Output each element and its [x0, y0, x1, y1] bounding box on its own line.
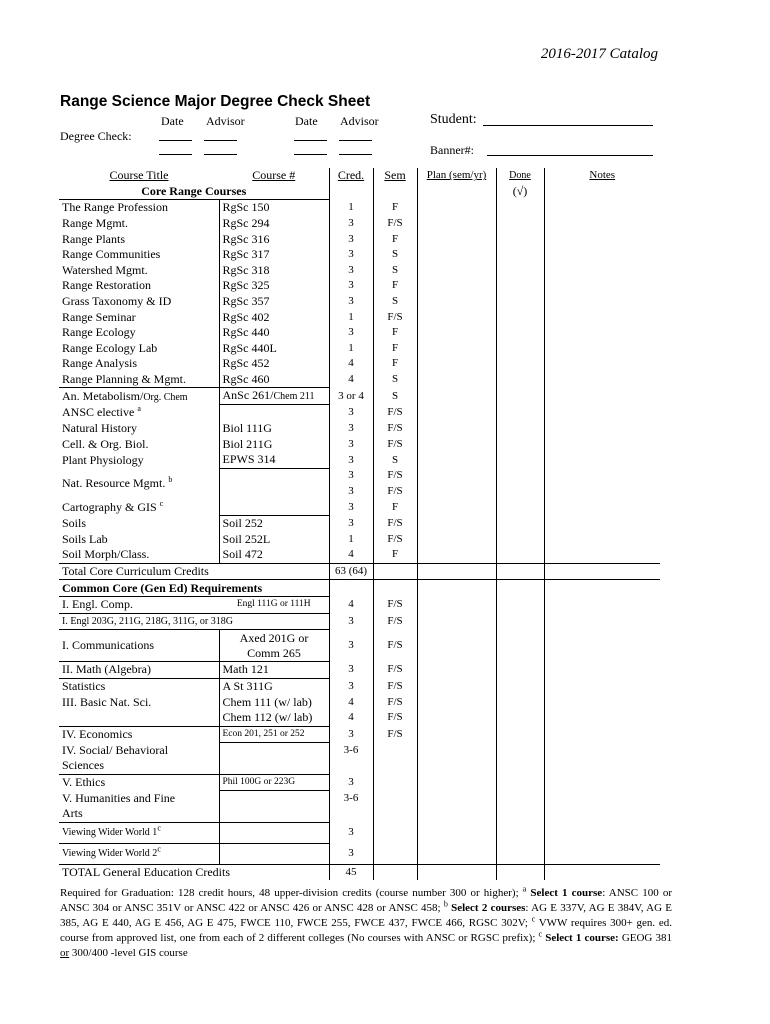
course-num: Chem 111 (w/ lab)	[219, 694, 329, 710]
done-cell[interactable]	[496, 694, 544, 710]
plan-cell[interactable]	[417, 200, 496, 216]
semester: F	[373, 325, 417, 341]
credits: 1	[329, 309, 373, 325]
credits: 3	[329, 726, 373, 743]
credits: 3	[329, 405, 373, 421]
notes-cell[interactable]	[544, 231, 660, 247]
credits: 3	[329, 630, 373, 662]
plan-cell[interactable]	[417, 278, 496, 294]
credits: 4	[329, 694, 373, 710]
done-cell[interactable]	[496, 437, 544, 453]
course-num: RgSc 325	[219, 278, 329, 294]
credits: 3	[329, 822, 373, 843]
course-title: Grass Taxonomy & ID	[62, 294, 172, 309]
semester: S	[373, 388, 417, 405]
plan-cell[interactable]	[417, 743, 496, 775]
plan-cell[interactable]	[417, 596, 496, 613]
plan-cell[interactable]	[417, 710, 496, 726]
course-title: Range Planning & Mgmt.	[62, 372, 186, 387]
notes-cell[interactable]	[544, 662, 660, 679]
plan-cell[interactable]	[417, 356, 496, 372]
course-num: RgSc 460	[219, 372, 329, 388]
credits: 3	[329, 263, 373, 279]
credits: 4	[329, 356, 373, 372]
course-num: Math 121	[219, 662, 329, 679]
col-notes: Notes	[544, 168, 660, 184]
plan-cell[interactable]	[417, 774, 496, 791]
course-title: V. Ethics	[59, 774, 219, 791]
total-gen-ed-credits: 45	[329, 864, 373, 880]
course-title: II. Math (Algebra)	[59, 662, 219, 679]
course-title: V. Humanities and Fine Arts	[62, 791, 176, 821]
done-cell[interactable]	[496, 231, 544, 247]
gen-ed-heading: Common Core (Gen Ed) Requirements	[59, 580, 329, 597]
total-core-credits: 63 (64)	[329, 563, 373, 580]
core-range-heading: Core Range Courses	[141, 183, 247, 198]
notes-cell[interactable]	[544, 613, 660, 630]
notes-cell[interactable]	[544, 263, 660, 279]
done-cell[interactable]	[496, 325, 544, 341]
done-cell[interactable]	[496, 515, 544, 531]
credits: 3	[329, 421, 373, 437]
credits: 1	[329, 532, 373, 548]
catalog-year: 2016-2017 Catalog	[540, 46, 658, 62]
done-cell[interactable]	[496, 405, 544, 421]
course-title: Range Plants	[62, 231, 125, 246]
semester: F	[373, 278, 417, 294]
course-num: RgSc 440	[219, 325, 329, 341]
date-label-2: Date	[295, 114, 318, 128]
notes-cell[interactable]	[544, 388, 660, 405]
plan-cell[interactable]	[417, 515, 496, 531]
semester: F/S	[373, 309, 417, 325]
done-cell[interactable]	[496, 484, 544, 500]
date-line-2a[interactable]	[294, 140, 327, 141]
notes-cell[interactable]	[544, 822, 660, 843]
advisor-line-2a[interactable]	[339, 140, 372, 141]
course-title: An. Metabolism/Org. Chem	[59, 388, 219, 405]
semester: F/S	[373, 662, 417, 679]
plan-cell[interactable]	[417, 294, 496, 310]
plan-cell[interactable]	[417, 499, 496, 515]
plan-cell[interactable]	[417, 726, 496, 743]
table-row	[59, 200, 660, 216]
notes-cell[interactable]	[544, 774, 660, 791]
advisor-line-1a[interactable]	[204, 140, 237, 141]
plan-cell[interactable]	[417, 678, 496, 694]
table-row	[59, 216, 660, 232]
semester: F/S	[373, 515, 417, 531]
plan-cell[interactable]	[417, 843, 496, 864]
col-cred: Cred.	[329, 168, 373, 184]
semester: F/S	[373, 596, 417, 613]
date-line-1a[interactable]	[159, 140, 192, 141]
course-title: Range Mgmt.	[62, 216, 128, 231]
course-title: The Range Profession	[59, 200, 219, 216]
course-num: RgSc 150	[219, 200, 329, 216]
done-cell[interactable]	[496, 499, 544, 515]
course-title: Statistics	[59, 678, 219, 694]
course-title: Range Restoration	[62, 278, 151, 293]
notes-cell[interactable]	[544, 437, 660, 453]
credits: 3	[329, 247, 373, 263]
course-title: Viewing Wider World 2$^c$	[59, 843, 219, 864]
course-num: Econ 201, 251 or 252	[219, 726, 329, 743]
plan-cell[interactable]	[417, 662, 496, 679]
course-num: RgSc 318	[219, 263, 329, 279]
course-num: AnSc 261/Chem 211	[219, 388, 329, 405]
course-num: Soil 252	[219, 515, 329, 531]
course-title: I. Engl. Comp.	[59, 596, 219, 613]
course-title: Soils Lab	[62, 531, 108, 546]
course-title: Nat. Resource Mgmt. $^b$	[62, 475, 173, 491]
done-cell[interactable]	[496, 630, 544, 662]
advisor-label-2: Advisor	[340, 114, 379, 128]
semester: S	[373, 452, 417, 468]
semester: F	[373, 547, 417, 563]
advisor-label-1: Advisor	[206, 114, 245, 128]
semester: F/S	[373, 421, 417, 437]
credits: 3	[329, 678, 373, 694]
course-title: Range Communities	[62, 247, 161, 262]
semester: F	[373, 341, 417, 357]
plan-cell[interactable]	[417, 388, 496, 405]
course-title: Range Ecology	[62, 325, 136, 340]
course-title: Cartography & GIS $^c$	[62, 499, 164, 514]
col-plan: Plan (sem/yr)	[426, 169, 487, 182]
table-row	[59, 263, 660, 279]
notes-cell[interactable]	[544, 596, 660, 613]
credits: 3	[329, 452, 373, 468]
semester: F/S	[373, 532, 417, 548]
date-label-1: Date	[161, 114, 184, 128]
advisor-line-2b[interactable]	[339, 154, 372, 155]
plan-cell[interactable]	[417, 547, 496, 563]
course-title: III. Basic Nat. Sci.	[62, 694, 152, 709]
course-title: IV. Economics	[59, 726, 219, 743]
plan-cell[interactable]	[417, 309, 496, 325]
plan-cell[interactable]	[417, 437, 496, 453]
notes-cell[interactable]	[544, 372, 660, 388]
table-row	[59, 341, 660, 357]
course-num: Phil 100G or 223G	[219, 774, 329, 791]
date-line-2b[interactable]	[294, 154, 327, 155]
course-title: Cell. & Org. Biol.	[62, 436, 149, 451]
col-course-title: Course Title	[109, 168, 169, 183]
done-cell[interactable]	[496, 791, 544, 823]
semester: F	[373, 231, 417, 247]
semester: S	[373, 247, 417, 263]
semester: F/S	[373, 437, 417, 453]
course-title: IV. Social/ Behavioral Sciences	[62, 743, 169, 773]
course-title: Watershed Mgmt.	[62, 262, 148, 277]
plan-cell[interactable]	[417, 421, 496, 437]
done-cell[interactable]	[496, 247, 544, 263]
table-row	[59, 231, 660, 247]
credits: 3-6	[329, 791, 373, 823]
advisor-line-1b[interactable]	[204, 154, 237, 155]
semester: F	[373, 200, 417, 216]
semester: F/S	[373, 484, 417, 500]
student-label: Student:	[430, 112, 477, 127]
student-field[interactable]	[483, 125, 653, 126]
notes-cell[interactable]	[544, 294, 660, 310]
plan-cell[interactable]	[417, 325, 496, 341]
semester: F/S	[373, 216, 417, 232]
course-num: RgSc 402	[219, 309, 329, 325]
table-row	[59, 309, 660, 325]
notes-cell[interactable]	[544, 532, 660, 548]
done-cell[interactable]	[496, 200, 544, 216]
table-row	[59, 325, 660, 341]
plan-cell[interactable]	[417, 216, 496, 232]
plan-cell[interactable]	[417, 405, 496, 421]
course-title: Range Seminar	[62, 309, 136, 324]
plan-cell[interactable]	[417, 613, 496, 630]
banner-field[interactable]	[487, 155, 653, 156]
notes-cell[interactable]	[544, 791, 660, 823]
done-cell[interactable]	[496, 294, 544, 310]
semester: S	[373, 372, 417, 388]
credits: 3	[329, 468, 373, 484]
notes-cell[interactable]	[544, 452, 660, 468]
done-cell[interactable]	[496, 726, 544, 743]
banner-label: Banner#:	[430, 143, 474, 157]
notes-cell[interactable]	[544, 325, 660, 341]
credits: 3	[329, 613, 373, 630]
course-title: Natural History	[62, 421, 137, 436]
total-gen-ed-label: TOTAL General Education Credits	[59, 864, 329, 880]
semester: S	[373, 263, 417, 279]
notes-cell[interactable]	[544, 726, 660, 743]
total-core-label: Total Core Curriculum Credits	[59, 563, 329, 580]
credits: 3	[329, 843, 373, 864]
credits: 4	[329, 547, 373, 563]
notes-cell[interactable]	[544, 200, 660, 216]
notes-cell[interactable]	[544, 247, 660, 263]
done-cell[interactable]	[496, 263, 544, 279]
course-num: EPWS 314	[219, 452, 329, 468]
plan-cell[interactable]	[417, 468, 496, 484]
semester: S	[373, 294, 417, 310]
notes-cell[interactable]	[544, 484, 660, 500]
col-sem: Sem	[373, 168, 417, 184]
notes-cell[interactable]	[544, 630, 660, 662]
done-cell[interactable]	[496, 388, 544, 405]
degree-check-label: Degree Check:	[60, 129, 132, 143]
semester: F/S	[373, 405, 417, 421]
notes-cell[interactable]	[544, 405, 660, 421]
plan-cell[interactable]	[417, 822, 496, 843]
notes-cell[interactable]	[544, 710, 660, 726]
notes-cell[interactable]	[544, 356, 660, 372]
credits: 1	[329, 341, 373, 357]
credits: 3	[329, 294, 373, 310]
plan-cell[interactable]	[417, 630, 496, 662]
notes-cell[interactable]	[544, 515, 660, 531]
course-num: Soil 252L	[219, 532, 329, 548]
semester: F	[373, 499, 417, 515]
credits: 3	[329, 499, 373, 515]
done-mark: (√)	[496, 184, 544, 200]
check-sheet-table	[59, 168, 660, 880]
course-num: RgSc 294	[219, 216, 329, 232]
course-num: RgSc 357	[219, 294, 329, 310]
done-cell[interactable]	[496, 822, 544, 843]
notes-cell[interactable]	[544, 694, 660, 710]
notes-cell[interactable]	[544, 843, 660, 864]
course-title: I. Communications	[59, 630, 219, 662]
course-title: Soils	[62, 516, 87, 531]
course-num: RgSc 316	[219, 231, 329, 247]
credits: 3	[329, 216, 373, 232]
course-title: Range Ecology Lab	[62, 340, 158, 355]
course-num: Biol 211G	[219, 437, 329, 453]
course-num: RgSc 317	[219, 247, 329, 263]
credits: 3	[329, 774, 373, 791]
semester: F/S	[373, 613, 417, 630]
notes-cell[interactable]	[544, 678, 660, 694]
done-cell[interactable]	[496, 278, 544, 294]
semester: F/S	[373, 468, 417, 484]
course-num: A St 311G	[219, 678, 329, 694]
done-cell[interactable]	[496, 372, 544, 388]
table-row	[59, 356, 660, 372]
credits: 3	[329, 484, 373, 500]
page-title: Range Science Major Degree Check Sheet	[60, 93, 371, 110]
done-cell[interactable]	[496, 774, 544, 791]
done-cell[interactable]	[496, 216, 544, 232]
credits: 4	[329, 372, 373, 388]
table-row	[59, 278, 660, 294]
done-cell[interactable]	[496, 678, 544, 694]
done-cell[interactable]	[496, 843, 544, 864]
done-cell[interactable]	[496, 421, 544, 437]
semester: F/S	[373, 630, 417, 662]
done-cell[interactable]	[496, 532, 544, 548]
semester: F/S	[373, 678, 417, 694]
plan-cell[interactable]	[417, 231, 496, 247]
course-num: Biol 111G	[219, 421, 329, 437]
done-cell[interactable]	[496, 356, 544, 372]
plan-cell[interactable]	[417, 694, 496, 710]
plan-cell[interactable]	[417, 791, 496, 823]
credits: 3	[329, 437, 373, 453]
credits: 3	[329, 231, 373, 247]
table-row	[59, 247, 660, 263]
plan-cell[interactable]	[417, 532, 496, 548]
col-done: Done	[496, 168, 544, 184]
done-cell[interactable]	[496, 468, 544, 484]
done-cell[interactable]	[496, 341, 544, 357]
notes-cell[interactable]	[544, 341, 660, 357]
table-row	[59, 294, 660, 310]
course-title: Viewing Wider World 1$^c$	[59, 822, 219, 843]
semester: F/S	[373, 710, 417, 726]
plan-cell[interactable]	[417, 263, 496, 279]
credits: 3	[329, 325, 373, 341]
course-num: Soil 472	[219, 547, 329, 563]
done-cell[interactable]	[496, 452, 544, 468]
course-num: Engl 111G or 111H	[219, 596, 329, 613]
table-row	[59, 372, 660, 388]
credits: 3	[329, 662, 373, 679]
semester: F	[373, 356, 417, 372]
notes-cell[interactable]	[544, 278, 660, 294]
credits: 1	[329, 200, 373, 216]
done-cell[interactable]	[496, 662, 544, 679]
plan-cell[interactable]	[417, 247, 496, 263]
credits: 3	[329, 278, 373, 294]
notes-cell[interactable]	[544, 421, 660, 437]
credits: 3-6	[329, 743, 373, 775]
notes-cell[interactable]	[544, 499, 660, 515]
credits: 4	[329, 710, 373, 726]
course-num: RgSc 440L	[219, 341, 329, 357]
notes-cell[interactable]	[544, 309, 660, 325]
plan-cell[interactable]	[417, 452, 496, 468]
course-num: Chem 112 (w/ lab)	[219, 710, 329, 726]
course-num: Axed 201G or Comm 265	[219, 630, 329, 662]
done-cell[interactable]	[496, 596, 544, 613]
done-cell[interactable]	[496, 613, 544, 630]
notes-cell[interactable]	[544, 743, 660, 775]
semester: F/S	[373, 726, 417, 743]
course-title: Range Analysis	[62, 356, 137, 371]
course-title: I. Engl 203G, 211G, 218G, 311G, or 318G	[59, 613, 329, 630]
course-title: Soil Morph/Class.	[62, 547, 150, 562]
date-line-1b[interactable]	[159, 154, 192, 155]
plan-cell[interactable]	[417, 484, 496, 500]
semester: F/S	[373, 694, 417, 710]
graduation-footnote: Required for Graduation: 128 credit hours, 48 upper-division credits (course number 300 or higher); $^a$ Select 1 course: ANSC 100 or ANSC 304 or ANSC 351V or ANSC 422 or ANSC 426 or ANSC 428 or ANSC 458; $^b$ Select 2 courses: AG E 337V, AG E 384V, AG E 385, AG E 440, AG E 456, AG E 475, FWCE 110, FWCE 255, FWCE 437, FWCE 466, RGSC 302V; $^c$ VWW requires 300+ gen. ed. course from approved list, one from each of 2 different colleges (No courses with ANSC or RGSC prefix); $^c$ Select 1 course: GEOG 381 or 300/400 -level GIS course	[60, 884, 673, 959]
credits: 3 or 4	[329, 388, 373, 405]
done-cell[interactable]	[496, 743, 544, 775]
course-num: RgSc 452	[219, 356, 329, 372]
col-course-num: Course #	[252, 168, 296, 183]
done-cell[interactable]	[496, 547, 544, 563]
course-title: ANSC elective $^a$	[62, 404, 141, 420]
notes-cell[interactable]	[544, 468, 660, 484]
course-title: Plant Physiology	[62, 452, 144, 467]
notes-cell[interactable]	[544, 547, 660, 563]
credits: 3	[329, 515, 373, 531]
plan-cell[interactable]	[417, 341, 496, 357]
done-cell[interactable]	[496, 309, 544, 325]
plan-cell[interactable]	[417, 372, 496, 388]
done-cell[interactable]	[496, 710, 544, 726]
credits: 4	[329, 596, 373, 613]
notes-cell[interactable]	[544, 216, 660, 232]
